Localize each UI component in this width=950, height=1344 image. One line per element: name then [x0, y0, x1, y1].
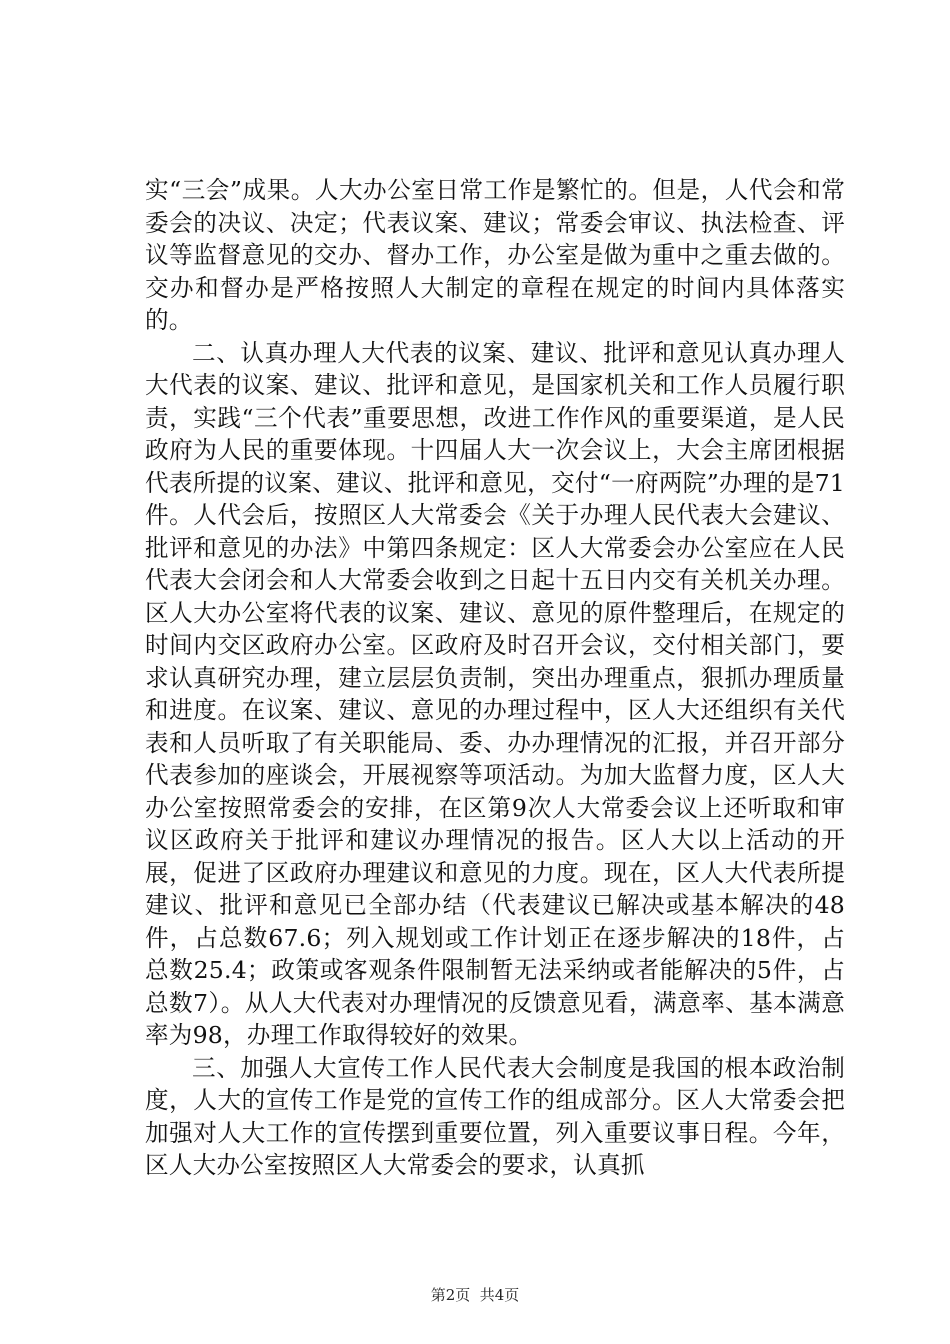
page-footer: 第2页 共4页	[430, 1286, 520, 1304]
paragraph-continuation: 实“三会”成果。人大办公室日常工作是繁忙的。但是，人代会和常委会的决议、决定；代表议案、建议；常委会审议、执法检查、评议等监督意见的交办、督办工作，办公室是做为重中之重去做的。交办和督办是严格按照人大制定的章程在规定的时间内具体落实的。	[145, 176, 845, 334]
paragraph-section-3: 三、加强人大宣传工作人民代表大会制度是我国的根本政治制度，人大的宣传工作是党的宣传工作的组成部分。区人大常委会把加强对人大工作的宣传摆到重要位置，列入重要议事日程。今年，区人大办公室按照区人大常委会的要求，认真抓	[145, 1053, 845, 1179]
paragraph-section-2: 二、认真办理人大代表的议案、建议、批评和意见认真办理人大代表的议案、建议、批评和意见，是国家机关和工作人员履行职责，实践“三个代表”重要思想，改进工作作风的重要渠道，是人民政府为人民的重要体现。十四届人大一次会议上，大会主席团根据代表所提的议案、建议、批评和意见，交付“一府两院”办理的是71件。人代会后，按照区人大常委会《关于办理人民代表大会建议、批评和意见的办法》中第四条规定：区人大常委会办公室应在人民代表大会闭会和人大常委会收到之日起十五日内交有关机关办理。区人大办公室将代表的议案、建议、意见的原件整理后，在规定的时间内交区政府办公室。区政府及时召开会议，交付相关部门，要求认真研究办理，建立层层负责制，突出办理重点，狠抓办理质量和进度。在议案、建议、意见的办理过程中，区人大还组织有关代表和人员听取了有关职能局、委、办办理情况的汇报，并召开部分代表参加的座谈会，开展视察等项活动。为加大监督力度，区人大办公室按照常委会的安排，在区第9次人大常委会议上还听取和审议区政府关于批评和建议办理情况的报告。区人大以上活动的开展，促进了区政府办理建议和意见的力度。现在，区人大代表所提建议、批评和意见已全部办结（代表建议已解决或基本解决的48件，占总数67.6；列入规划或工作计划正在逐步解决的18件，占总数25.4；政策或客观条件限制暂无法采纳或者能解决的5件，占总数7）。从人大代表对办理情况的反馈意见看，满意率、基本满意率为98，办理工作取得较好的效果。	[145, 338, 845, 1049]
document-body	[145, 174, 845, 1182]
